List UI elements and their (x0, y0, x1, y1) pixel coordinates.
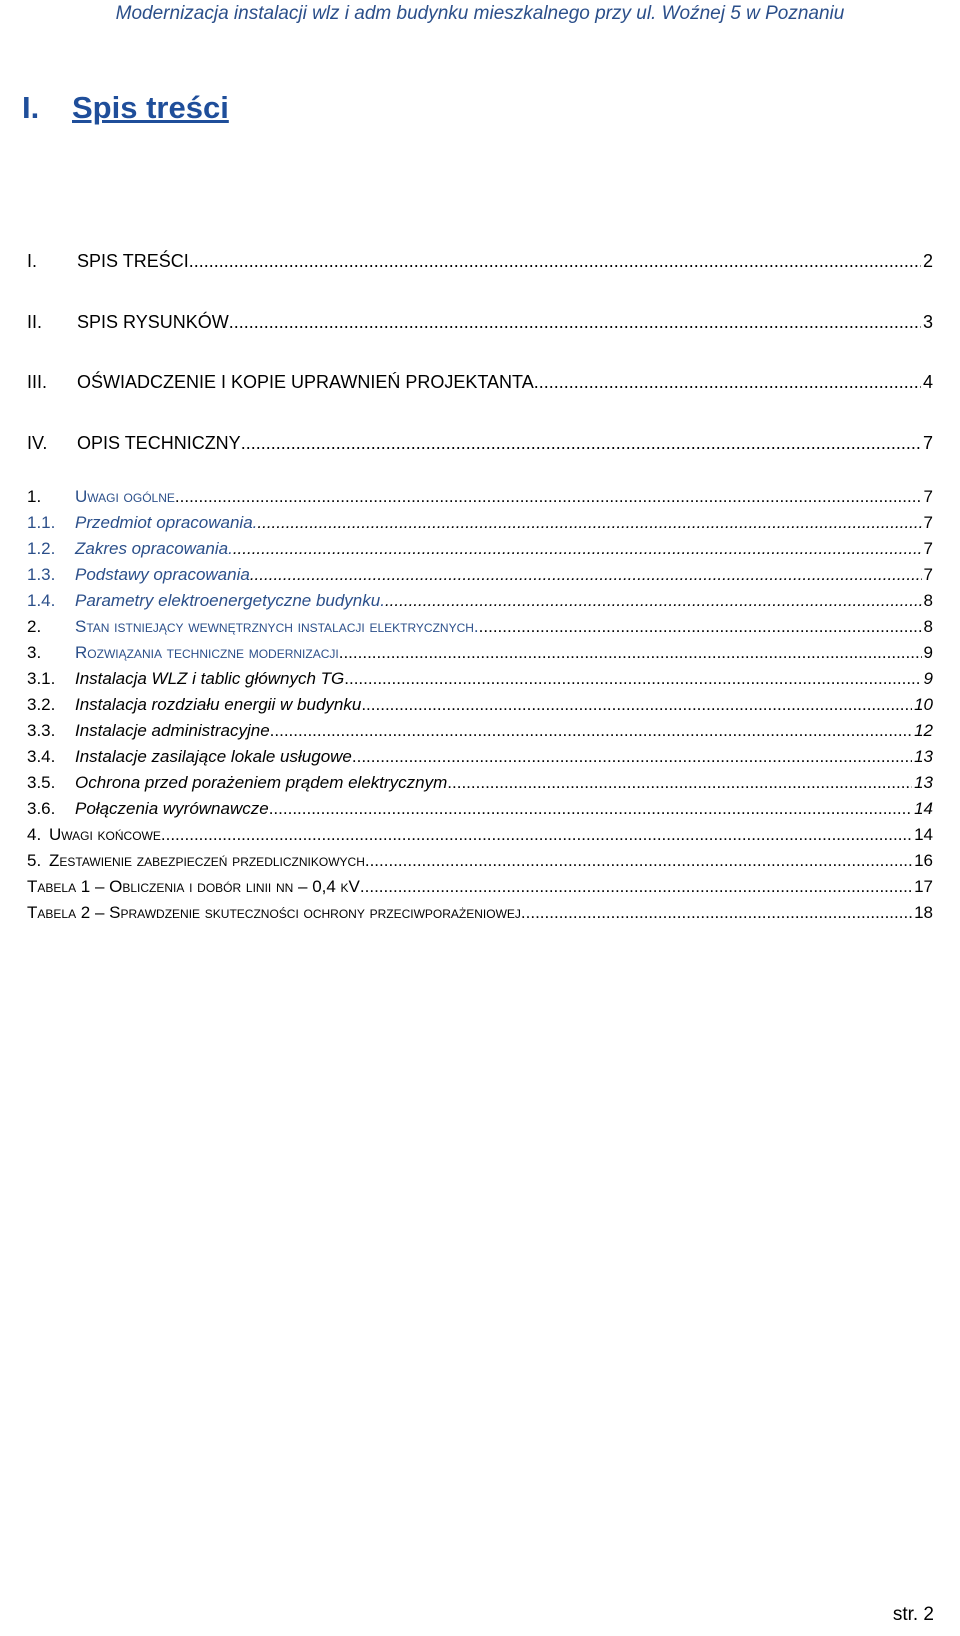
toc-entry-20[interactable] (27, 875, 933, 899)
running-header: Modernizacja instalacji wlz i adm budynku mieszkalnego przy ul. Woźnej 5 w Poznaniu (115, 3, 845, 24)
toc-number: 3.6. (27, 799, 56, 818)
toc-number: 2. (27, 617, 42, 636)
toc-leader (479, 615, 922, 639)
toc-leader (233, 537, 922, 561)
toc-title: OŚWIADCZENIE I KOPIE UPRAWNIEŃ PROJEKTANTA (77, 372, 534, 392)
toc-entry-8[interactable] (27, 563, 933, 587)
toc-leader (229, 310, 921, 334)
toc-title: Parametry elektroenergetyczne budynku. (75, 591, 385, 610)
toc-title: Podstawy opracowania (75, 565, 250, 584)
toc-title: Instalacja rozdziału energii w budynku (75, 695, 362, 714)
toc-entry-10[interactable] (27, 615, 933, 639)
toc-entry-19[interactable] (27, 849, 933, 873)
toc-entry-1[interactable] (27, 249, 933, 273)
toc-entry-3[interactable] (27, 370, 933, 394)
toc-entry-18[interactable] (27, 823, 933, 847)
toc-number: 3.3. (27, 721, 56, 740)
toc-leader (161, 823, 912, 847)
toc-entry-12[interactable] (27, 667, 933, 691)
toc-leader (250, 563, 922, 587)
toc-leader (344, 667, 921, 691)
toc-title: Instalacje administracyjne (75, 721, 270, 740)
toc-number: 4. (27, 825, 42, 844)
toc-number: 1.4. (27, 591, 56, 610)
toc-leader (521, 901, 912, 925)
toc-page: 13 (914, 773, 933, 792)
toc-number: II. (27, 312, 43, 332)
toc-page: 2 (922, 251, 933, 271)
toc-title: Połączenia wyrównawcze (75, 799, 269, 818)
toc-entry-21[interactable] (27, 901, 933, 925)
toc-leader (189, 249, 921, 273)
toc-title: SPIS RYSUNKÓW (77, 312, 229, 332)
toc-title: Tabela 1 – Obliczenia i dobór linii nn – 0,4 kV (27, 877, 360, 896)
toc-entry-4[interactable] (27, 431, 933, 455)
toc-page: 14 (914, 825, 933, 844)
toc-title: Tabela 2 – Sprawdzenie skuteczności ochrony przeciwporażeniowej (27, 903, 521, 922)
toc-leader (175, 485, 922, 509)
table-of-contents (27, 0, 933, 1000)
toc-page: 16 (914, 851, 933, 870)
toc-title: Ochrona przed porażeniem prądem elektrycznym (75, 773, 448, 792)
toc-entry-15[interactable] (27, 745, 933, 769)
toc-entry-6[interactable] (27, 511, 933, 535)
toc-entry-16[interactable] (27, 771, 933, 795)
toc-title: Rozwiązania techniczne modernizacji (75, 643, 339, 662)
toc-title: OPIS TECHNICZNY (77, 433, 241, 453)
toc-page: 14 (914, 799, 933, 818)
toc-number: 5. (27, 851, 42, 870)
toc-title: Zakres opracowania. (75, 539, 233, 558)
toc-page: 10 (914, 695, 933, 714)
toc-number: 1.3. (27, 565, 56, 584)
toc-leader (361, 693, 912, 717)
toc-entry-7[interactable] (27, 537, 933, 561)
toc-title: SPIS TREŚCI (77, 251, 189, 271)
toc-leader (385, 589, 922, 613)
toc-number: 1. (27, 487, 42, 506)
toc-page: 17 (914, 877, 933, 896)
toc-page: 7 (923, 487, 933, 506)
toc-number: 3.1. (27, 669, 56, 688)
toc-leader (365, 849, 912, 873)
toc-number: IV. (27, 433, 48, 453)
toc-leader (352, 745, 912, 769)
toc-leader (447, 771, 912, 795)
toc-page: 7 (923, 539, 933, 558)
toc-number: III. (27, 372, 48, 392)
toc-page: 18 (914, 903, 933, 922)
toc-leader (270, 719, 912, 743)
toc-page: 12 (914, 721, 933, 740)
page-number-footer: str. 2 (892, 1604, 934, 1625)
toc-page: 8 (923, 617, 933, 636)
toc-page: 7 (923, 513, 933, 532)
toc-number: 3. (27, 643, 42, 662)
toc-title: Instalacje zasilające lokale usługowe (75, 747, 352, 766)
toc-page: 7 (923, 565, 933, 584)
toc-entry-11[interactable] (27, 641, 933, 665)
heading-number: I. (22, 90, 40, 125)
toc-number: 3.5. (27, 773, 56, 792)
toc-number: 3.4. (27, 747, 56, 766)
toc-page: 9 (923, 643, 933, 662)
toc-leader (241, 431, 921, 455)
toc-entry-2[interactable] (27, 310, 933, 334)
toc-entry-17[interactable] (27, 797, 933, 821)
toc-title: Instalacja WLZ i tablic głównych TG (75, 669, 345, 688)
toc-number: 3.2. (27, 695, 56, 714)
toc-title: Zestawienie zabezpieczeń przedlicznikowych (49, 851, 365, 870)
toc-title: Przedmiot opracowania. (75, 513, 258, 532)
toc-page: 7 (922, 433, 933, 453)
toc-page: 8 (923, 591, 933, 610)
toc-entry-5[interactable] (27, 485, 933, 509)
toc-leader (360, 875, 912, 899)
heading-text: Spis treści (72, 90, 229, 125)
toc-page: 9 (923, 669, 933, 688)
toc-leader (339, 641, 922, 665)
toc-entry-9[interactable] (27, 589, 933, 613)
toc-page: 4 (922, 372, 933, 392)
toc-leader (269, 797, 912, 821)
toc-leader (534, 370, 921, 394)
toc-number: 1.1. (27, 513, 56, 532)
toc-title: Uwagi końcowe (49, 825, 161, 844)
toc-page: 3 (922, 312, 933, 332)
toc-title: Stan istniejący wewnętrznych instalacji elektrycznych. (75, 617, 479, 636)
toc-entry-14[interactable] (27, 719, 933, 743)
toc-leader (257, 511, 921, 535)
toc-number: 1.2. (27, 539, 56, 558)
toc-entry-13[interactable] (27, 693, 933, 717)
toc-number: I. (27, 251, 38, 271)
toc-page: 13 (914, 747, 933, 766)
toc-title: Uwagi ogólne (75, 487, 175, 506)
